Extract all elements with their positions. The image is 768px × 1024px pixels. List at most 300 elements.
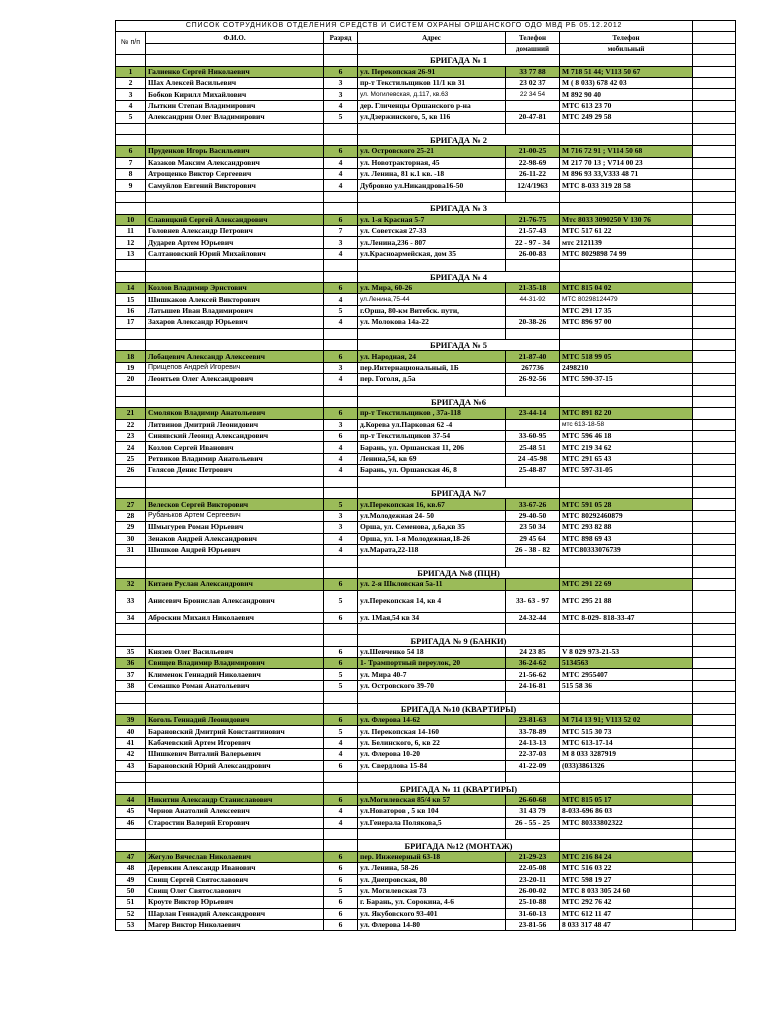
employee-name: Латышев Иван Владимирович <box>146 305 324 316</box>
row-number: 7 <box>116 157 146 168</box>
employee-address: ул. Советская 27-33 <box>358 226 506 237</box>
employee-rank: 3 <box>324 419 358 430</box>
home-phone: 25-10-88 <box>506 897 560 908</box>
employee-address: г.Орша, 80-км Витебск. пути, <box>358 305 506 316</box>
row-number: 21 <box>116 408 146 419</box>
row-number: 25 <box>116 453 146 464</box>
row-number: 51 <box>116 897 146 908</box>
row-number: 8 <box>116 169 146 180</box>
row-number: 9 <box>116 180 146 191</box>
row-number: 43 <box>116 760 146 771</box>
row-number: 22 <box>116 419 146 430</box>
table-row <box>116 612 736 623</box>
home-phone: 22 34 54 <box>506 89 560 100</box>
row-number: 30 <box>116 533 146 544</box>
home-phone: 22-98-69 <box>506 157 560 168</box>
mobile-phone: М 8 033 3287919 <box>560 749 693 760</box>
employee-address: Орша, ул. 1-я Молодежная,18-26 <box>358 533 506 544</box>
employee-name: Чернов Анатолий Алексеевич <box>146 806 324 817</box>
row-number: 13 <box>116 248 146 259</box>
row-number: 11 <box>116 226 146 237</box>
row-number: 50 <box>116 885 146 896</box>
row-number: 2 <box>116 77 146 88</box>
mobile-phone: 5134563 <box>560 658 693 669</box>
table-row <box>116 226 736 237</box>
mobile-phone: М 714 13 91; V113 52 02 <box>560 715 693 726</box>
table-row <box>116 669 736 680</box>
employee-rank: 6 <box>324 715 358 726</box>
brigade-title: БРИГАДА № 4 <box>358 271 560 282</box>
brigade-title: БРИГАДА №12 (МОНТАЖ) <box>358 840 560 851</box>
home-phone: 12/4/1963 <box>506 180 560 191</box>
employee-name: Галиенко Сергей Николаевич <box>146 66 324 77</box>
employee-rank: 4 <box>324 465 358 476</box>
employee-address: ул.Марата,22-118 <box>358 544 506 555</box>
row-number: 36 <box>116 658 146 669</box>
mobile-phone: МТС 596 46 18 <box>560 431 693 442</box>
table-row <box>116 248 736 259</box>
row-number: 10 <box>116 214 146 225</box>
home-phone: 21-87-40 <box>506 351 560 362</box>
employee-name: Головнев Александр Петрович <box>146 226 324 237</box>
employee-rank: 6 <box>324 863 358 874</box>
employee-rank: 7 <box>324 226 358 237</box>
employee-rank: 4 <box>324 817 358 828</box>
mobile-phone: МТС 80298124479 <box>560 294 693 305</box>
brigade-header-row <box>116 396 736 407</box>
employee-rank: 6 <box>324 897 358 908</box>
home-phone: 20-38-26 <box>506 317 560 328</box>
mobile-phone: МТС 8-029- 818-33-47 <box>560 612 693 623</box>
table-row <box>116 726 736 737</box>
employee-name: Козлов Сергей Иванович <box>146 442 324 453</box>
employee-rank: 6 <box>324 408 358 419</box>
employee-address: Барань, ул. Оршанская 11, 206 <box>358 442 506 453</box>
mobile-phone: МТС 598 19 27 <box>560 874 693 885</box>
home-phone: 44-31-92 <box>506 294 560 305</box>
employee-rank: 4 <box>324 453 358 464</box>
employee-name: Козлов Владимир Эрнстович <box>146 282 324 293</box>
employee-address: ул. Перекопская 14-160 <box>358 726 506 737</box>
row-number: 52 <box>116 908 146 919</box>
table-row <box>116 817 736 828</box>
row-number: 3 <box>116 89 146 100</box>
mobile-phone: МТС 591 05 28 <box>560 499 693 510</box>
employee-name: Славицкий Сергей Александрович <box>146 214 324 225</box>
employee-address: ул.Молодежная 24- 50 <box>358 510 506 521</box>
brigade-title: БРИГАДА № 11 (КВАРТИРЫ) <box>358 783 560 794</box>
employee-name: Свищев Владимир Владимирович <box>146 658 324 669</box>
home-phone: 29-40-50 <box>506 510 560 521</box>
home-phone <box>506 305 560 316</box>
table-row <box>116 100 736 111</box>
spacer-row <box>116 385 736 396</box>
table-row <box>116 169 736 180</box>
mobile-phone: 8-033-696 86 03 <box>560 806 693 817</box>
mobile-phone: МТС 8-033 319 28 58 <box>560 180 693 191</box>
mobile-phone: МТС 518 99 05 <box>560 351 693 362</box>
header-row <box>116 32 736 43</box>
employee-address: пер. Инженерный 63-18 <box>358 851 506 862</box>
employee-name: Казаков Максим Александрович <box>146 157 324 168</box>
employee-rank: 3 <box>324 522 358 533</box>
mobile-phone: V 8 029 973-21-53 <box>560 646 693 657</box>
mobile-phone: МТС 815 05 17 <box>560 794 693 805</box>
home-phone: 21-57-43 <box>506 226 560 237</box>
brigade-header-row <box>116 840 736 851</box>
table-row <box>116 680 736 691</box>
mobile-phone: МТС 590-37-15 <box>560 374 693 385</box>
brigade-header-row <box>116 635 736 646</box>
brigade-header-row <box>116 783 736 794</box>
spacer-row <box>116 123 736 134</box>
mobile-phone: МТС 597-31-05 <box>560 465 693 476</box>
brigade-header-row <box>116 55 736 66</box>
mobile-phone: МТС80333076739 <box>560 544 693 555</box>
employee-address: пр-т Текстильщиков 37-54 <box>358 431 506 442</box>
employee-name: Захаров Александр Юрьевич <box>146 317 324 328</box>
employee-rank: 4 <box>324 544 358 555</box>
home-phone <box>506 579 560 590</box>
employee-address: ул.Дзержинского, 5, кв 116 <box>358 112 506 123</box>
table-row <box>116 897 736 908</box>
spacer-row <box>116 260 736 271</box>
table-row <box>116 590 736 612</box>
employee-rank: 4 <box>324 157 358 168</box>
employee-address: ул. Мира 40-7 <box>358 669 506 680</box>
row-number: 37 <box>116 669 146 680</box>
brigade-header-row <box>116 567 736 578</box>
employee-name: Жегуло Вячеслав Николаевич <box>146 851 324 862</box>
home-phone: 23-20-11 <box>506 874 560 885</box>
employee-name: Магер Виктор Николаевич <box>146 920 324 931</box>
employee-name: Кабачевский Артем Игоревич <box>146 737 324 748</box>
employee-rank: 4 <box>324 533 358 544</box>
employee-rank: 6 <box>324 908 358 919</box>
employee-address: Ленина,54, кв 69 <box>358 453 506 464</box>
employee-name: Князев Олег Васильевич <box>146 646 324 657</box>
row-number: 23 <box>116 431 146 442</box>
spacer-row <box>116 828 736 839</box>
table-row <box>116 77 736 88</box>
employee-address: ул. Флерова 10-20 <box>358 749 506 760</box>
mobile-phone: МТС 898 69 43 <box>560 533 693 544</box>
row-number: 34 <box>116 612 146 623</box>
row-number: 53 <box>116 920 146 931</box>
home-phone: 22 - 97 - 34 <box>506 237 560 248</box>
table-row <box>116 760 736 771</box>
employee-name: Коголь Геннадий Леонидович <box>146 715 324 726</box>
spacer-row <box>116 191 736 202</box>
mobile-phone: М ( 8 033) 678 42 03 <box>560 77 693 88</box>
table-row <box>116 419 736 430</box>
mobile-phone: 2498210 <box>560 362 693 373</box>
table-row <box>116 465 736 476</box>
home-phone: 36-24-62 <box>506 658 560 669</box>
employee-name: Шарлан Геннадий Александрович <box>146 908 324 919</box>
table-row <box>116 874 736 885</box>
brigade-header-row <box>116 488 736 499</box>
home-phone <box>506 419 560 430</box>
employee-rank: 5 <box>324 590 358 612</box>
row-number: 35 <box>116 646 146 657</box>
employee-address: ул.Новаторов , 5 кв 104 <box>358 806 506 817</box>
employee-rank: 4 <box>324 169 358 180</box>
header-home-phone-sub: домашний <box>506 43 560 54</box>
employee-address: ул. Флерова 14-80 <box>358 920 506 931</box>
table-row <box>116 180 736 191</box>
row-number: 6 <box>116 146 146 157</box>
employee-rank: 6 <box>324 794 358 805</box>
employee-address: дер. Гличенцы Оршанского р-на <box>358 100 506 111</box>
brigade-title: БРИГАДА №6 <box>358 396 560 407</box>
employee-rank: 5 <box>324 669 358 680</box>
document-title: СПИСОК СОТРУДНИКОВ ОТДЕЛЕНИЯ СРЕДСТВ И СИСТЕМ ОХРАНЫ ОРШАНСКОГО ОДО МВД РБ 05.12.2012 <box>116 21 693 32</box>
header-home-phone: Телефон <box>506 32 560 43</box>
row-number: 45 <box>116 806 146 817</box>
spacer-row <box>116 556 736 567</box>
employee-rank: 6 <box>324 282 358 293</box>
home-phone: 26-92-56 <box>506 374 560 385</box>
employee-rank: 3 <box>324 89 358 100</box>
row-number: 38 <box>116 680 146 691</box>
table-row-lead <box>116 146 736 157</box>
title-row <box>116 21 736 32</box>
home-phone: 21-76-75 <box>506 214 560 225</box>
spacer-row <box>116 692 736 703</box>
home-phone: 26 - 55 - 25 <box>506 817 560 828</box>
home-phone: 25-48-87 <box>506 465 560 476</box>
table-row-lead <box>116 794 736 805</box>
table-row-lead <box>116 579 736 590</box>
row-number: 26 <box>116 465 146 476</box>
mobile-phone: МТС 291 22 69 <box>560 579 693 590</box>
home-phone: 23 02 37 <box>506 77 560 88</box>
employee-address: ул. Якубовского 93-401 <box>358 908 506 919</box>
brigade-header-row <box>116 134 736 145</box>
employee-rank: 4 <box>324 374 358 385</box>
table-row <box>116 294 736 305</box>
table-row <box>116 237 736 248</box>
employee-name: Рубаньков Артем Сергеевич <box>146 510 324 521</box>
home-phone: 24-13-13 <box>506 737 560 748</box>
mobile-phone: МТС 891 82 20 <box>560 408 693 419</box>
home-phone: 21-00-25 <box>506 146 560 157</box>
brigade-header-row <box>116 339 736 350</box>
home-phone: 20-47-81 <box>506 112 560 123</box>
employee-name: Зенаков Андрей Александрович <box>146 533 324 544</box>
row-number: 39 <box>116 715 146 726</box>
employee-address: ул. Островского 25-21 <box>358 146 506 157</box>
table-row <box>116 646 736 657</box>
mobile-phone: МТС 613-17-14 <box>560 737 693 748</box>
spacer-row <box>116 772 736 783</box>
table-row <box>116 112 736 123</box>
row-number: 29 <box>116 522 146 533</box>
home-phone: 267736 <box>506 362 560 373</box>
brigade-title: БРИГАДА № 2 <box>358 134 560 145</box>
table-row-lead <box>116 282 736 293</box>
home-phone: 23-81-63 <box>506 715 560 726</box>
employee-rank: 6 <box>324 579 358 590</box>
employee-rank: 4 <box>324 180 358 191</box>
row-number: 16 <box>116 305 146 316</box>
employee-name: Прищепов Андрей Игоревич <box>146 362 324 373</box>
mobile-phone: МТС 2955407 <box>560 669 693 680</box>
employee-rank: 6 <box>324 874 358 885</box>
employee-rank: 6 <box>324 612 358 623</box>
home-phone: 33 77 88 <box>506 66 560 77</box>
employee-address: ул. Ленина, 81 к.1 кв. -18 <box>358 169 506 180</box>
home-phone: 41-22-09 <box>506 760 560 771</box>
employee-name: Свищ Олег Святославович <box>146 885 324 896</box>
employee-rank: 5 <box>324 499 358 510</box>
mobile-phone: мтс 613-18-58 <box>560 419 693 430</box>
mobile-phone: МТС 516 03 22 <box>560 863 693 874</box>
employee-address: ул. Островского 39-70 <box>358 680 506 691</box>
table-row-lead <box>116 408 736 419</box>
employee-name: Клименок Геннадий Николаевич <box>146 669 324 680</box>
home-phone: 25-48 51 <box>506 442 560 453</box>
home-phone: 21-29-23 <box>506 851 560 862</box>
row-number: 44 <box>116 794 146 805</box>
brigade-title: БРИГАДА №8 (ПЦН) <box>358 567 560 578</box>
mobile-phone: МТС 815 04 02 <box>560 282 693 293</box>
employee-address: ул.Могилевская 85/4 кв 57 <box>358 794 506 805</box>
brigade-header-row <box>116 703 736 714</box>
employee-rank: 4 <box>324 317 358 328</box>
employee-rank: 4 <box>324 442 358 453</box>
employee-rank: 6 <box>324 920 358 931</box>
table-row <box>116 544 736 555</box>
employee-rank: 6 <box>324 214 358 225</box>
home-phone: 33-67-26 <box>506 499 560 510</box>
employee-address: Барань, ул. Оршанская 46, 8 <box>358 465 506 476</box>
home-phone: 21-56-62 <box>506 669 560 680</box>
table-row <box>116 374 736 385</box>
mobile-phone: МТС 80333802322 <box>560 817 693 828</box>
brigade-title: БРИГАДА №10 (КВАРТИРЫ) <box>358 703 560 714</box>
employee-address: ул. Могилевская 73 <box>358 885 506 896</box>
table-row <box>116 522 736 533</box>
table-row-lead <box>116 214 736 225</box>
employee-address: ул. 1Мая,54 кв 34 <box>358 612 506 623</box>
row-number: 12 <box>116 237 146 248</box>
row-number: 18 <box>116 351 146 362</box>
mobile-phone: МТС 8029898 74 99 <box>560 248 693 259</box>
home-phone: 24 -45-98 <box>506 453 560 464</box>
employee-rank: 6 <box>324 646 358 657</box>
employee-rank: 5 <box>324 726 358 737</box>
brigade-header-row <box>116 203 736 214</box>
header-row-2 <box>116 43 736 54</box>
row-number: 1 <box>116 66 146 77</box>
home-phone: 26-11-22 <box>506 169 560 180</box>
home-phone: 23 50 34 <box>506 522 560 533</box>
brigade-title: БРИГАДА № 3 <box>358 203 560 214</box>
employee-address: пр-т Текстильщиков 11/1 кв 31 <box>358 77 506 88</box>
mobile-phone: МТС 896 97 00 <box>560 317 693 328</box>
table-row <box>116 510 736 521</box>
mobile-phone: МТС 292 76 42 <box>560 897 693 908</box>
employee-name: Салтановский Юрий Михайлович <box>146 248 324 259</box>
table-row <box>116 863 736 874</box>
employee-address: ул. Белинского, 6, кв 22 <box>358 737 506 748</box>
table-row <box>116 920 736 931</box>
employee-name: Дударев Артем Юрьевич <box>146 237 324 248</box>
employee-address: пер. Гоголя, д.5а <box>358 374 506 385</box>
employee-rank: 6 <box>324 431 358 442</box>
home-phone: 26-00-83 <box>506 248 560 259</box>
employee-address: д.Корева ул.Парковая 62 -4 <box>358 419 506 430</box>
employee-name: Аброскин Михаил Николаевич <box>146 612 324 623</box>
employee-name: Никитин Александр Станиславович <box>146 794 324 805</box>
header-address: Адрес <box>358 32 506 43</box>
table-row-lead <box>116 351 736 362</box>
staff-table <box>115 20 736 931</box>
row-number: 32 <box>116 579 146 590</box>
row-number: 17 <box>116 317 146 328</box>
mobile-phone: МТС 515 30 73 <box>560 726 693 737</box>
table-row <box>116 89 736 100</box>
row-number: 33 <box>116 590 146 612</box>
employee-name: Литвинов Дмитрий Леонидович <box>146 419 324 430</box>
table-row <box>116 362 736 373</box>
employee-name: Бобков Кирилл Михайлович <box>146 89 324 100</box>
employee-address: ул.Перекопская 14, кв 4 <box>358 590 506 612</box>
mobile-phone: МТС 613 23 70 <box>560 100 693 111</box>
mobile-phone: М 892 90 40 <box>560 89 693 100</box>
employee-name: Леонтьев Олег Александрович <box>146 374 324 385</box>
employee-rank: 5 <box>324 305 358 316</box>
employee-rank: 5 <box>324 680 358 691</box>
home-phone: 33-60-95 <box>506 431 560 442</box>
employee-rank: 5 <box>324 112 358 123</box>
row-number: 14 <box>116 282 146 293</box>
home-phone: 33- 63 - 97 <box>506 590 560 612</box>
home-phone: 24-32-44 <box>506 612 560 623</box>
employee-address: пр-т Текстильщиков , 37а-118 <box>358 408 506 419</box>
employee-name: Ретвиков Владимир Анатольевич <box>146 453 324 464</box>
home-phone: 26-00-02 <box>506 885 560 896</box>
row-number: 47 <box>116 851 146 862</box>
spacer-row <box>116 328 736 339</box>
employee-address: ул.Генерала Полякова,5 <box>358 817 506 828</box>
table-row <box>116 431 736 442</box>
header-mobile-phone-sub: мобильный <box>560 43 693 54</box>
table-row-lead <box>116 851 736 862</box>
mobile-phone: М 716 72 91 ; V114 50 68 <box>560 146 693 157</box>
employee-name: Свищ Сергей Святославович <box>146 874 324 885</box>
table-row <box>116 533 736 544</box>
employee-address: Орша, ул. Семенова, д.6а,кв 35 <box>358 522 506 533</box>
spacer-row <box>116 476 736 487</box>
brigade-title: БРИГАДА № 5 <box>358 339 560 350</box>
header-mobile-phone: Телефон <box>560 32 693 43</box>
brigade-header-row <box>116 271 736 282</box>
employee-name: Атрощенко Виктор Сергеевич <box>146 169 324 180</box>
home-phone: 23-44-14 <box>506 408 560 419</box>
row-number: 24 <box>116 442 146 453</box>
home-phone: 31-60-13 <box>506 908 560 919</box>
row-number: 48 <box>116 863 146 874</box>
header-num: № п/п <box>116 32 146 55</box>
employee-name: Семашко Роман Анатольевич <box>146 680 324 691</box>
home-phone: 31 43 79 <box>506 806 560 817</box>
mobile-phone: МТС 291 65 43 <box>560 453 693 464</box>
employee-address: ул. Мира, 60-26 <box>358 282 506 293</box>
mobile-phone: М 896 93 33,V333 48 71 <box>560 169 693 180</box>
